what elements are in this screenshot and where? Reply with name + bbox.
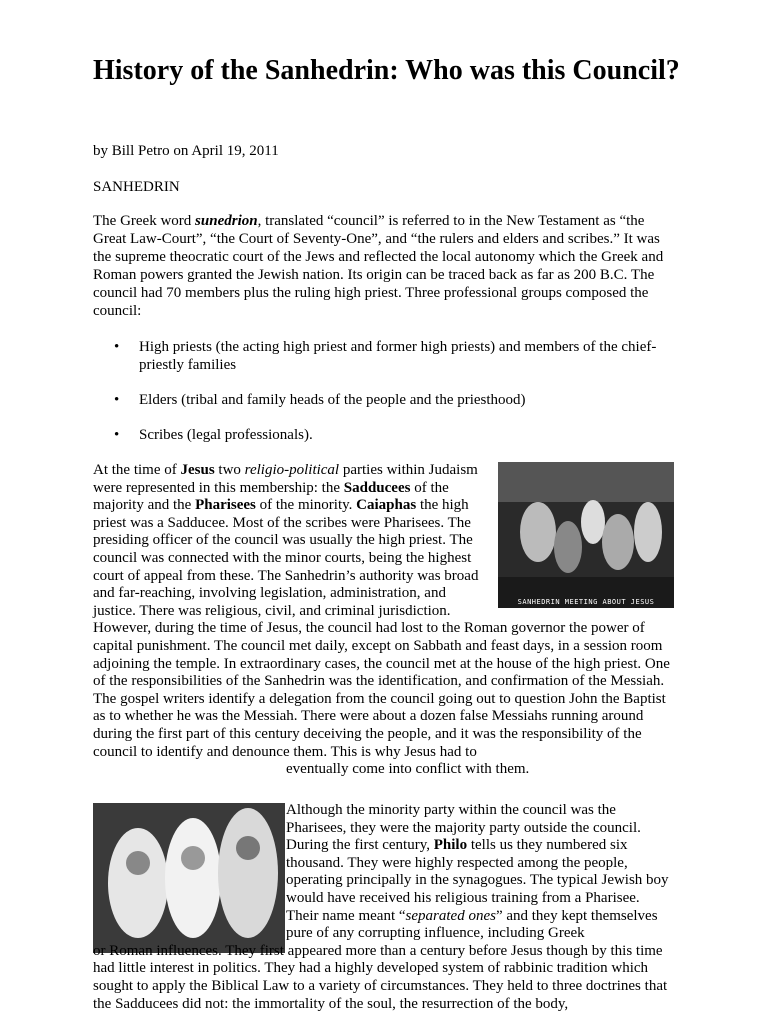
list-item-text: Scribes (legal professionals). [139, 427, 313, 443]
term-jesus: Jesus [180, 462, 215, 478]
term-sadducees: Sadducees [343, 479, 411, 496]
term-philo: Philo [433, 837, 468, 854]
image-caption: SANHEDRIN MEETING ABOUT JESUS [517, 598, 655, 606]
list-item-text: Elders (tribal and family heads of the people and the priesthood) [139, 392, 526, 408]
list-item: • Elders (tribal and family heads of the people and the priesthood) [114, 392, 526, 408]
list-item: • Scribes (legal professionals). [114, 427, 313, 443]
term-caiaphas: Caiaphas [356, 497, 417, 514]
term-sunedrion: sunedrion [195, 213, 258, 229]
section-heading: SANHEDRIN [93, 179, 180, 195]
list-item: • High priests (the acting high priest and former high priests) and members of the chief-priestly families [114, 339, 657, 373]
pharisees-paragraph: Although the minority party within the council was the Pharisees, they were the majority party outside the council. During the first century, Philo tells us they numbered six thousand. They were highly respected among the people, operating principally in the synagogues. The typical Jewish boy would have received his religious training from a Pharisee. Their name meant “separated ones” and they kept themselves pure of any corrupting influence, including Greek or Roman influences. They first appeared more than a century before Jesus though by this time had little interest in politics. They had a highly developed system of rabbinic tradition which sought to apply the Biblical Law to a variety of circumstances. They held to three doctrines that the Sadducees did not: the immortality of the soul, the resurrection of the body, [93, 802, 669, 1012]
intro-text-start: The Greek word [93, 213, 196, 229]
intro-text-rest: , translated “council” is referred to in the New Testament as “the Great Law-Court”, “the Court of Seventy-One”, and “the rulers and elders and scribes.” It was the supreme theocratic court of the Jews and reflected the local autonomy which the Greek and Roman powers granted the Jewish nation. Its origin can be traced back as far as 200 B.C. The council had 70 members plus the ruling high priest. Three professional groups composed the council: [93, 213, 664, 319]
page-title: History of the Sanhedrin: Who was this Council? [93, 55, 680, 86]
council-groups-list [93, 338, 675, 461]
byline: by Bill Petro on April 19, 2011 [93, 143, 279, 159]
intro-paragraph [93, 212, 673, 320]
list-item-text: High priests (the acting high priest and former high priests) and members of the chief-priestly families [139, 339, 657, 373]
parties-paragraph: At the time of Jesus two religio-political parties within Judaism were represented in this membership: the Sadducees of the majority and the Pharisees of the minority. Caiaphas the high priest was a Sadducee. Most of the scribes were Pharisees. The presiding officer of the council was usually the high priest. The council was connected with the minor courts, being the highest court of appeal from these. The Sanhedrin’s authority was broad and far-reaching, involving legislation, administration, and justice. There was religious, civil, and criminal jurisdiction. However, during the time of Jesus, the council had lost to the Roman governor the power of capital punishment. The council met daily, except on Sabbath and feast days, in a session room adjoining the temple. In extraordinary cases, the council met at the house of the high priest. One of the responsibilities of the Sanhedrin was the identification, and confirmation of the Messiah. The gospel writers identify a delegation from the council going out to question John the Baptist as to whether he was the Messiah. There were about a dozen false Messiahs running around during the first part of this century deceiving the people, and it was the responsibility of the council to identify and denounce them. This is why Jesus had to eventually come into conflict with them. [93, 462, 670, 778]
term-pharisees: Pharisees [195, 497, 256, 514]
